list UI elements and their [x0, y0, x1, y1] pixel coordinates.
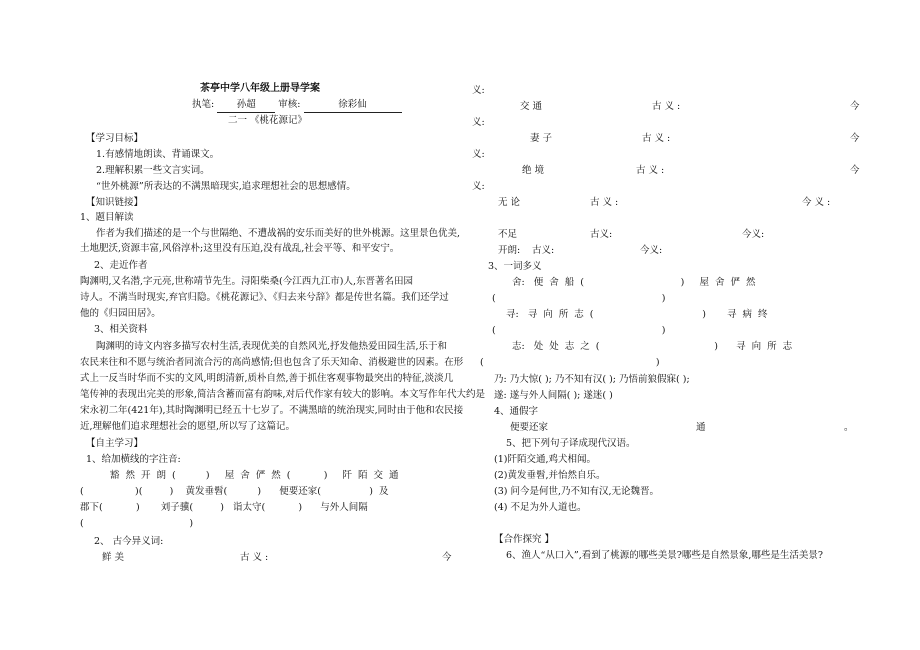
q4-phrase: 便要还家	[510, 422, 549, 433]
goal-1: 1.有感情地朗读、背诵课文。	[96, 149, 220, 160]
qizi-jin: 今	[850, 133, 860, 144]
word-juejing: 绝 境	[522, 165, 545, 176]
xun-a: 寻向所志	[527, 309, 590, 320]
q6-question: 6、渔人“从口入”,看到了桃源的哪些美景?哪些是自然景象,哪些是生活美景?	[506, 550, 823, 561]
wulun-jin: 今 义 :	[802, 197, 831, 208]
q5-item-1: (1)阡陌交通,鸡犬相闻。	[494, 454, 596, 465]
q1-word-yanran: 屋舍俨然	[224, 470, 287, 481]
zhi-label: 志:	[512, 341, 525, 352]
lesson-title: 二一 《桃花源记》	[228, 115, 308, 126]
q2-jin-label: 今	[442, 552, 452, 563]
jiaotong-gu: 古 义 :	[652, 101, 681, 112]
q1-word-qianmo: 阡陌交通	[342, 470, 405, 481]
material-para-3: 式上一反当时华而不实的文风,明朗清新,质朴自然,善于抓住客观事物最突出的特征,淡淡几	[80, 373, 454, 384]
jiaotong-yi: 义:	[472, 117, 485, 128]
juejing-gu: 古 义 :	[636, 165, 665, 176]
xun-row: 寻: 寻向所志( ) 寻病终	[506, 309, 774, 320]
sui-row: 遂: 遂与外人间隔( ); 遂迷( )	[494, 390, 613, 401]
word-kailang: 开朗:	[498, 245, 521, 256]
q5-item-2: (2)黄发垂髫,并怡然自乐。	[494, 470, 606, 481]
author-line	[192, 98, 402, 113]
q4-heading: 4、通假字	[494, 406, 539, 417]
q2-heading: 2、 古今异义词:	[94, 536, 164, 547]
q1-word-yao: 便要还家	[279, 486, 318, 497]
q1-word-ji2: 刘子骥	[160, 502, 190, 513]
word-jiaotong: 交 通	[520, 101, 543, 112]
material-para-2: 农民来往和不愿与统治者同流合污的高尚感情;但也包含了乐天知命、消极避世的因素。在形	[80, 357, 464, 368]
she-a: 便舍船	[533, 277, 581, 288]
buzu-gu: 古义:	[590, 229, 613, 240]
she-label: 舍:	[512, 277, 525, 288]
qizi-yi: 义:	[472, 149, 485, 160]
word-qizi: 妻 子	[530, 133, 553, 144]
q1-row2: ( )( ) 黄发垂髫( ) 便要还家( ) 及	[80, 486, 389, 497]
q2-row-xianmei	[102, 551, 124, 565]
links-heading: 【知识链接】	[86, 197, 144, 208]
zhi-b: 寻向所志	[736, 341, 799, 352]
yi-cont-top: 义:	[472, 85, 485, 96]
q5-item-4: (4) 不足为外人道也。	[494, 502, 587, 513]
goal-2: 2.理解积累一些文言实词。	[96, 165, 210, 176]
material-para-6: 近,理解他们追求理想社会的愿望,所以写了这篇记。	[80, 421, 296, 432]
q2-gu-label: 古 义 :	[240, 552, 269, 563]
q1-word-huoran: 豁然开朗	[110, 470, 173, 481]
q1-word-yi: 诣太守	[232, 502, 262, 513]
q1-word-tiao: 黄发垂髫	[185, 486, 224, 497]
word-buzu: 不足	[498, 229, 518, 240]
juejing-jin: 今	[850, 165, 860, 176]
q1-row4: ( )	[80, 518, 194, 529]
zhi-paren: ( )	[480, 357, 660, 368]
nai-row: 乃: 乃大惊( ); 乃不知有汉( ); 乃悟前狼假寐( );	[494, 374, 690, 385]
goals-heading: 【学习目标】	[86, 133, 144, 144]
q1-word-jian: 与外人间隔	[320, 502, 368, 513]
xun-paren: ( )	[492, 325, 666, 336]
author-para-3: 他的《归园田居》。	[80, 308, 161, 319]
xun-b: 寻病终	[727, 309, 774, 320]
goal-3: “世外桃源”所表达的不满黑暗现实,追求理想社会的思想感情。	[96, 181, 356, 192]
q3-heading: 3、一词多义	[488, 261, 542, 272]
material-para-5: 宋永初二年(421年),其时陶渊明已经五十七岁了。不满黑暗的统治现实,同时由于他和农民接	[80, 405, 464, 416]
q1-word-ji: 及	[379, 486, 389, 497]
she-paren: ( )	[492, 293, 666, 304]
topic-para-1: 作者为我们描述的是一个与世隔绝、不遭战祸的安乐而美好的世外桃源。这里景色优美,	[96, 228, 461, 239]
reviewer-name: 徐彩仙	[304, 98, 402, 113]
q1-word-junxia: 郡下	[80, 502, 100, 513]
topic-para-2: 土地肥沃,资源丰富,风俗淳朴;这里没有压迫,没有战乱,社会平等、和平安宁。	[80, 243, 400, 254]
zhi-a: 处处志之	[533, 341, 596, 352]
juejing-yi: 义:	[472, 181, 485, 192]
zhi-row: 志: 处处志之( ) 寻向所志	[512, 341, 799, 352]
q1-row3: 郡下( ) 刘子骥( ) 诣太守( ) 与外人间隔	[80, 502, 368, 513]
q1-row1: 豁然开朗( ) 屋舍俨然( ) 阡陌交通	[110, 470, 405, 481]
self-study-heading: 【自主学习】	[86, 438, 144, 449]
kailang-jin: 今义:	[640, 245, 663, 256]
material-para-4: 笔传神的表现出完美的形象,简洁含蓄而富有韵味,对后代作家有较大的影响。本文写作年代大约是	[80, 389, 486, 400]
author-para-1: 陶渊明,又名潜,字元亮,世称靖节先生。浔阳柴桑(今江西九江市)人,东晋著名田园	[80, 276, 413, 287]
xun-label: 寻:	[506, 309, 519, 320]
author-para-2: 诗人。不满当时现实,弃官归隐。《桃花源记》、《归去来兮辞》都是传世名篇。我们还学过	[80, 292, 449, 303]
kailang-gu: 古义:	[532, 245, 555, 256]
she-row: 舍: 便舍船( ) 屋舍俨然	[512, 277, 762, 288]
author-heading: 2、走近作者	[94, 260, 148, 271]
qizi-gu: 古 义 :	[642, 133, 671, 144]
coop-heading: 【合作探究 】	[494, 534, 555, 545]
word-wulun: 无 论	[498, 197, 521, 208]
material-para-1: 陶渊明的诗文内容多描写农村生活,表现优美的自然风光,抒发他热爱田园生活,乐于和	[96, 341, 448, 352]
writer-name: 孙超	[217, 98, 275, 113]
she-b: 屋舍俨然	[699, 277, 762, 288]
jiaotong-jin: 今	[850, 101, 860, 112]
q2-word-xianmei: 鲜 美	[102, 552, 125, 563]
buzu-jin: 今义:	[742, 229, 765, 240]
q5-item-3: (3) 问今是何世,乃不知有汉,无论魏晋。	[494, 486, 660, 497]
q5-heading: 5、把下列句子译成现代汉语。	[506, 438, 636, 449]
q4-tong: 通	[696, 422, 706, 433]
material-heading: 3、相关资料	[94, 324, 148, 335]
writer-label: 执笔:	[192, 99, 215, 110]
reviewer-label: 审核:	[278, 99, 301, 110]
q1-heading: 1、给加横线的字注音:	[86, 454, 181, 465]
wulun-gu: 古 义 :	[590, 197, 619, 208]
q4-end: 。	[844, 422, 854, 433]
topic-heading: 1、题目解读	[80, 212, 134, 223]
doc-title: 茶亭中学八年级上册导学案	[200, 83, 320, 94]
